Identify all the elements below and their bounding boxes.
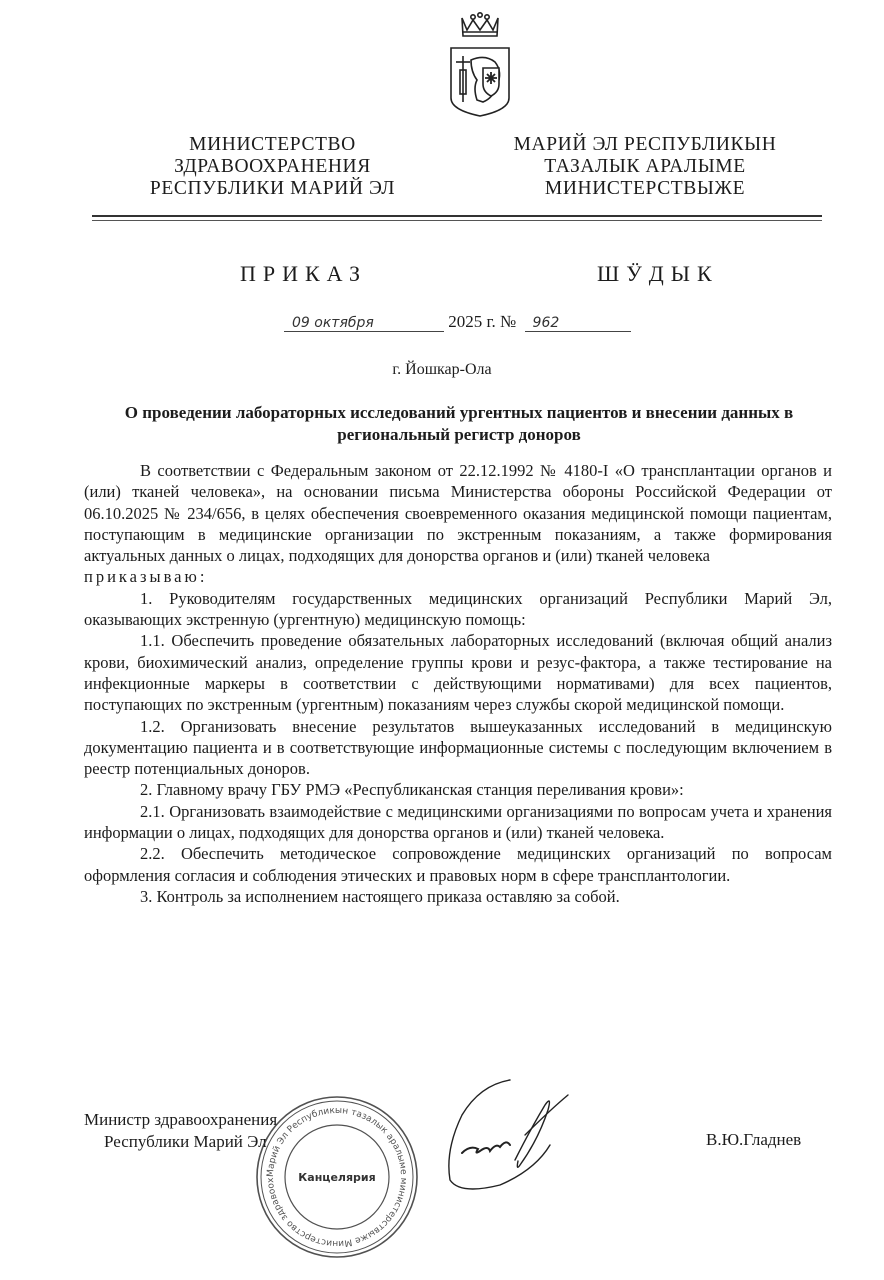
order-item: 2.2. Обеспечить методическое сопровождение медицинских организаций по вопросам оформления согласия и соблюдения этических и правовых норм в сфере трансплантологии. <box>84 844 832 885</box>
order-word: приказываю: <box>84 567 208 587</box>
order-item: 1. Руководителям государственных медицинских организаций Республики Марий Эл, оказывающих экстренную (ургентную) медицинскую помощь: <box>84 588 832 630</box>
ministry-name-russian <box>100 134 445 200</box>
order-title: О проведении лабораторных исследований ургентных пациентов и внесении данных в региональный регистр доноров <box>124 403 794 444</box>
order-date: 09 октября <box>284 315 444 332</box>
header-line: РЕСПУБЛИКИ МАРИЙ ЭЛ <box>149 178 396 199</box>
header-line: ЗДРАВООХРАНЕНИЯ <box>174 156 371 177</box>
order-item: 3. Контроль за исполнением настоящего приказа оставляю за собой. <box>140 886 620 906</box>
order-item: 1.1. Обеспечить проведение обязательных лабораторных исследований (включая общий анализ крови, биохимический анализ, определение группы крови и резус-фактора, а также тестирование на инфекционные маркеры в соответствии с действующими нормативами) для всех пациентов, поступающих по экстренным (ургентным) показаниям через службы скорой медицинской помощи. <box>84 631 832 715</box>
ministry-name-mari <box>470 134 820 200</box>
order-item: 1.2. Организовать внесение результатов вышеуказанных исследований в медицинскую документацию пациента и в соответствующие информационные системы с последующим включением в реестр потенциальных доноров. <box>84 716 832 779</box>
order-date-line <box>284 312 631 332</box>
header-line: МИНИСТЕРСТВЫЖЕ <box>544 178 746 199</box>
order-number: 962 <box>525 315 631 332</box>
order-item: 2.1. Организовать взаимодействие с медицинскими организациями по вопросам учета и хранения информации о лицах, подходящих для донорства органов и (или) тканей человека. <box>84 801 832 843</box>
preamble: В соответствии с Федеральным законом от 22.12.1992 № 4180-I «О трансплантации органов и (или) тканей человека», на основании письма Министерства обороны Российской Федерации от 06.10.2025 № 234/656, в целях обеспечения своевременного оказания медицинской помощи пациентам, поступающим в медицинские организации по экстренным показаниям, а также формирования актуальных данных о лицах, подходящих для донорства органов и (или) тканей человека <box>84 461 832 566</box>
signatory-role-line: Министр здравоохранения <box>84 1110 278 1129</box>
order-body <box>84 460 832 907</box>
header-divider-thin <box>92 220 822 221</box>
stamp-center-text: Канцелярия <box>298 1171 376 1184</box>
signatory-role <box>84 1109 277 1153</box>
signatory-name: В.Ю.Гладнев <box>706 1130 802 1149</box>
stamp-ring-text: Марий Эл Республикын тазалык аралыме министерствыже Министерство здравоох <box>265 1105 409 1249</box>
header-line: МИНИСТЕРСТВО <box>189 134 356 155</box>
order-item: 2. Главному врачу ГБУ РМЭ «Республиканская станция переливания крови»: <box>140 780 684 800</box>
order-label-russian: ПРИКАЗ <box>240 261 368 286</box>
coat-of-arms-icon <box>445 10 515 120</box>
header-divider <box>92 215 822 217</box>
order-label-mari: ШӰДЫК <box>597 261 719 286</box>
header-line: МАРИЙ ЭЛ РЕСПУБЛИКЫН <box>513 134 777 155</box>
signatory-role-line: Республики Марий Эл <box>104 1132 267 1151</box>
order-year: 2025 г. № <box>448 312 517 331</box>
official-stamp <box>252 1092 422 1262</box>
order-city: г. Йошкар-Ола <box>392 361 492 378</box>
header-line: ТАЗАЛЫК АРАЛЫМЕ <box>544 156 746 177</box>
handwritten-signature <box>440 1075 570 1200</box>
